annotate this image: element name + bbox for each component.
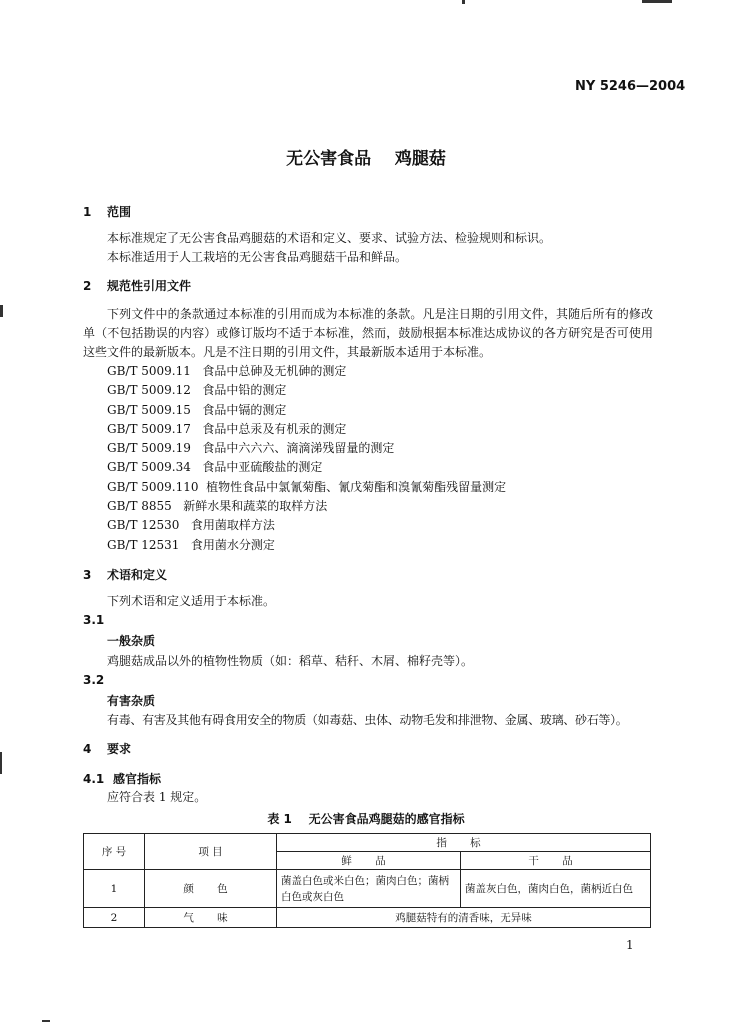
reference-item: GB/T 8855 新鲜水果和蔬菜的取样方法 — [107, 499, 328, 514]
reference-item: GB/T 5009.11 食品中总砷及无机砷的测定 — [107, 364, 347, 378]
section-1-line-1: 本标准规定了无公害食品鸡腿菇的术语和定义、要求、试验方法、检验规则和标识。 — [107, 231, 552, 245]
section-2-heading — [83, 277, 191, 294]
header-item: 项 目 — [145, 834, 277, 870]
section-3-intro: 下列术语和定义适用于本标准。 — [107, 594, 276, 608]
term-3-1-definition: 鸡腿菇成品以外的植物性物质（如：稻草、秸秆、木屑、棉籽壳等）。 — [107, 654, 474, 668]
term-3-1-number: 3.1 — [83, 613, 105, 627]
term-3-2-name: 有害杂质 — [107, 694, 156, 708]
reference-item: GB/T 12530 食用菌取样方法 — [107, 518, 275, 533]
reference-item: GB/T 5009.110 植物性食品中氯氰菊酯、氰戊菊酯和溴氰菊酯残留量测定 — [107, 479, 507, 494]
section-number: 4 — [83, 742, 92, 756]
section-number: 4.1 — [83, 772, 105, 786]
section-number: 2 — [83, 279, 92, 293]
scan-mark-bottom — [42, 1020, 50, 1022]
section-title: 范围 — [107, 205, 132, 219]
table-row — [84, 870, 651, 908]
section-number: 1 — [83, 205, 92, 219]
table-caption: 表 1 无公害食品鸡腿菇的感官指标 — [267, 812, 465, 826]
section-3-heading — [83, 566, 167, 583]
scan-mark-left-2 — [0, 752, 2, 774]
cell-item: 气 味 — [145, 908, 277, 928]
reference-item: GB/T 5009.17 食品中总汞及有机汞的测定 — [107, 421, 347, 436]
term-3-2-definition: 有毒、有害及其他有碍食用安全的物质（如毒菇、虫体、动物毛发和排泄物、金属、玻璃、砂石等）。 — [107, 713, 628, 727]
cell-serial: 2 — [84, 908, 145, 928]
reference-item: GB/T 5009.19 食品中六六六、滴滴涕残留量的测定 — [107, 441, 395, 456]
table-row — [84, 908, 651, 928]
term-3-1-name: 一般杂质 — [107, 634, 156, 648]
cell-shared: 鸡腿菇特有的清香味，无异味 — [277, 908, 651, 928]
section-4-1-heading — [83, 770, 161, 787]
section-title: 规范性引用文件 — [107, 279, 192, 293]
section-4-heading — [83, 740, 131, 757]
standard-number: NY 5246—2004 — [575, 79, 686, 94]
header-dried: 干 品 — [461, 852, 651, 870]
section-1-line-2: 本标准适用于人工栽培的无公害食品鸡腿菇干品和鲜品。 — [107, 250, 408, 264]
reference-item: GB/T 5009.34 食品中亚硫酸盐的测定 — [107, 460, 323, 475]
reference-item: GB/T 5009.15 食品中镉的测定 — [107, 402, 287, 417]
sensory-indicator-table — [83, 833, 651, 928]
header-indicator: 指 标 — [277, 834, 651, 852]
scan-mark-top-right — [642, 0, 672, 3]
reference-item: GB/T 12531 食用菌水分测定 — [107, 537, 275, 552]
section-number: 3 — [83, 568, 92, 582]
term-3-2-number: 3.2 — [83, 673, 105, 687]
section-1-heading — [83, 203, 131, 220]
reference-list — [107, 362, 506, 555]
header-serial: 序 号 — [84, 834, 145, 870]
reference-item: GB/T 5009.12 食品中铅的测定 — [107, 383, 287, 398]
page-number: 1 — [626, 938, 634, 952]
section-4-1-text: 应符合表 1 规定。 — [107, 790, 207, 804]
section-title: 感官指标 — [113, 772, 162, 786]
cell-fresh: 菌盖白色或米白色；菌肉白色；菌柄白色或灰白色 — [277, 870, 461, 908]
section-title: 术语和定义 — [107, 568, 168, 582]
cell-dried: 菌盖灰白色，菌肉白色，菌柄近白色 — [461, 870, 651, 908]
section-title: 要求 — [107, 742, 132, 756]
document-title: 无公害食品 鸡腿菇 — [286, 149, 446, 169]
header-fresh: 鲜 品 — [277, 852, 461, 870]
scan-mark-top — [462, 0, 465, 4]
cell-serial: 1 — [84, 870, 145, 908]
cell-item: 颜 色 — [145, 870, 277, 908]
table-header-row — [84, 834, 651, 852]
scan-mark-left-1 — [0, 305, 3, 317]
section-2-intro: 下列文件中的条款通过本标准的引用而成为本标准的条款。凡是注日期的引用文件，其随后所有的修改单（不包括勘误的内容）或修订版均不适于本标准，然而，鼓励根据本标准达成协议的各方研究是否可使用这些文件的最新版本。凡是不注日期的引用文件，其最新版本适用于本标准。 — [83, 307, 653, 359]
